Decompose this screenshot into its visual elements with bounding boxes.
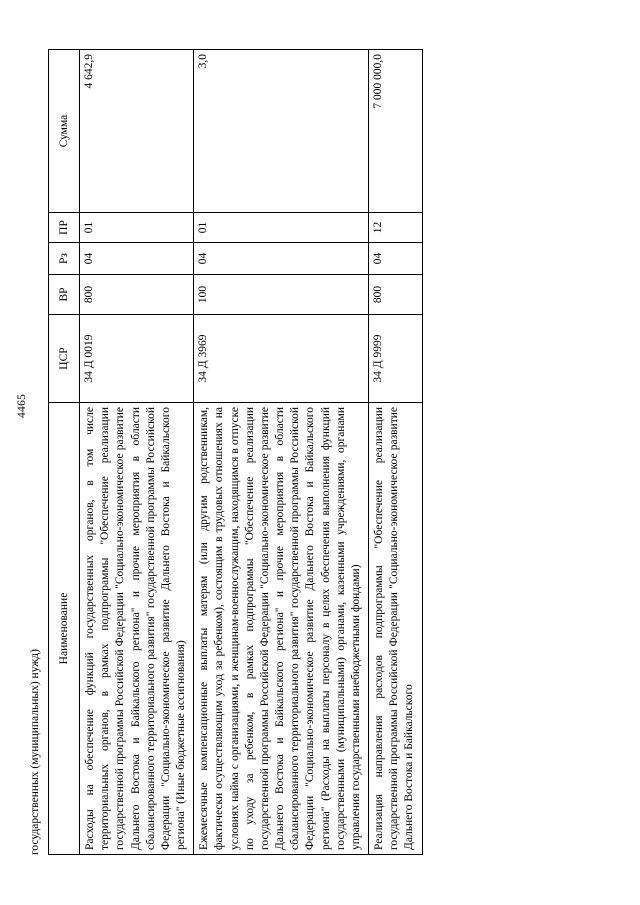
row-vr: 800 xyxy=(369,275,423,315)
row-rz: 04 xyxy=(194,243,369,275)
column-header-pr: ПР xyxy=(49,213,80,243)
row-name: Расходы на обеспечение функций государственных органов, в том числе территориальных органов, в рамках подпрограммы "Обеспечение реализации государственной программы Российской Федерации "Социально-экономическое развитие Дальнего Востока и Байкальского региона" и прочие мероприятия в области сбалансированного территориального развития" государственной программы Российской Федерации "Социально-экономическое развитие Дальнего Востока и Байкальского региона" (Иные бюджетные ассигнования) xyxy=(80,403,194,855)
budget-table xyxy=(48,49,423,855)
row-vr: 800 xyxy=(80,275,194,315)
row-sum: 3,0 xyxy=(194,50,369,213)
column-header-vr: ВР xyxy=(49,275,80,315)
column-header-rz: Рз xyxy=(49,243,80,275)
row-sum: 7 000 000,0 xyxy=(369,50,423,213)
column-header-sum: Сумма xyxy=(49,50,80,213)
row-name: Реализация направления расходов подпрограммы "Обеспечение реализации государственной программы Российской Федерации "Социально-экономическое развитие Дальнего Востока и Байкальского xyxy=(369,403,423,855)
row-sum: 4 642,9 xyxy=(80,50,194,213)
row-csr: 34 Д 0019 xyxy=(80,315,194,403)
table-row xyxy=(194,50,369,855)
row-name: Ежемесячные компенсационные выплаты матерям (или другим родственникам, фактически осуществляющим уход за ребенком), состоящим в трудовых отношениях на условиях найма с организациями, и женщинам-военнослужащим, находящимся в отпуске по уходу за ребенком, в рамках подпрограммы "Обеспечение реализации государственной программы Российской Федерации "Социально-экономическое развитие Дальнего Востока и Байкальского региона" и прочие мероприятия в области сбалансированного территориального развития" государственной программы Российской Федерации "Социально-экономическое развитие Дальнего Востока и Байкальского региона" (Расходы на выплаты персоналу в целях обеспечения выполнения функций государственными (муниципальными) органами, казенными учреждениями, органами управления государственными внебюджетными фондами) xyxy=(194,403,369,855)
row-pr: 12 xyxy=(369,213,423,243)
row-vr: 100 xyxy=(194,275,369,315)
table-header-row xyxy=(49,50,80,855)
table-row xyxy=(369,50,423,855)
row-csr: 34 Д 9999 xyxy=(369,315,423,403)
column-header-csr: ЦСР xyxy=(49,315,80,403)
row-rz: 04 xyxy=(369,243,423,275)
document-body xyxy=(29,50,593,855)
row-csr: 34 Д 3969 xyxy=(194,315,369,403)
row-pr: 01 xyxy=(80,213,194,243)
table-row xyxy=(80,50,194,855)
page-number: 4465 xyxy=(16,393,28,418)
continuation-text: государственных (муниципальных) нужд) xyxy=(29,649,41,855)
row-rz: 04 xyxy=(80,243,194,275)
column-header-name: Наименование xyxy=(49,403,80,855)
row-pr: 01 xyxy=(194,213,369,243)
